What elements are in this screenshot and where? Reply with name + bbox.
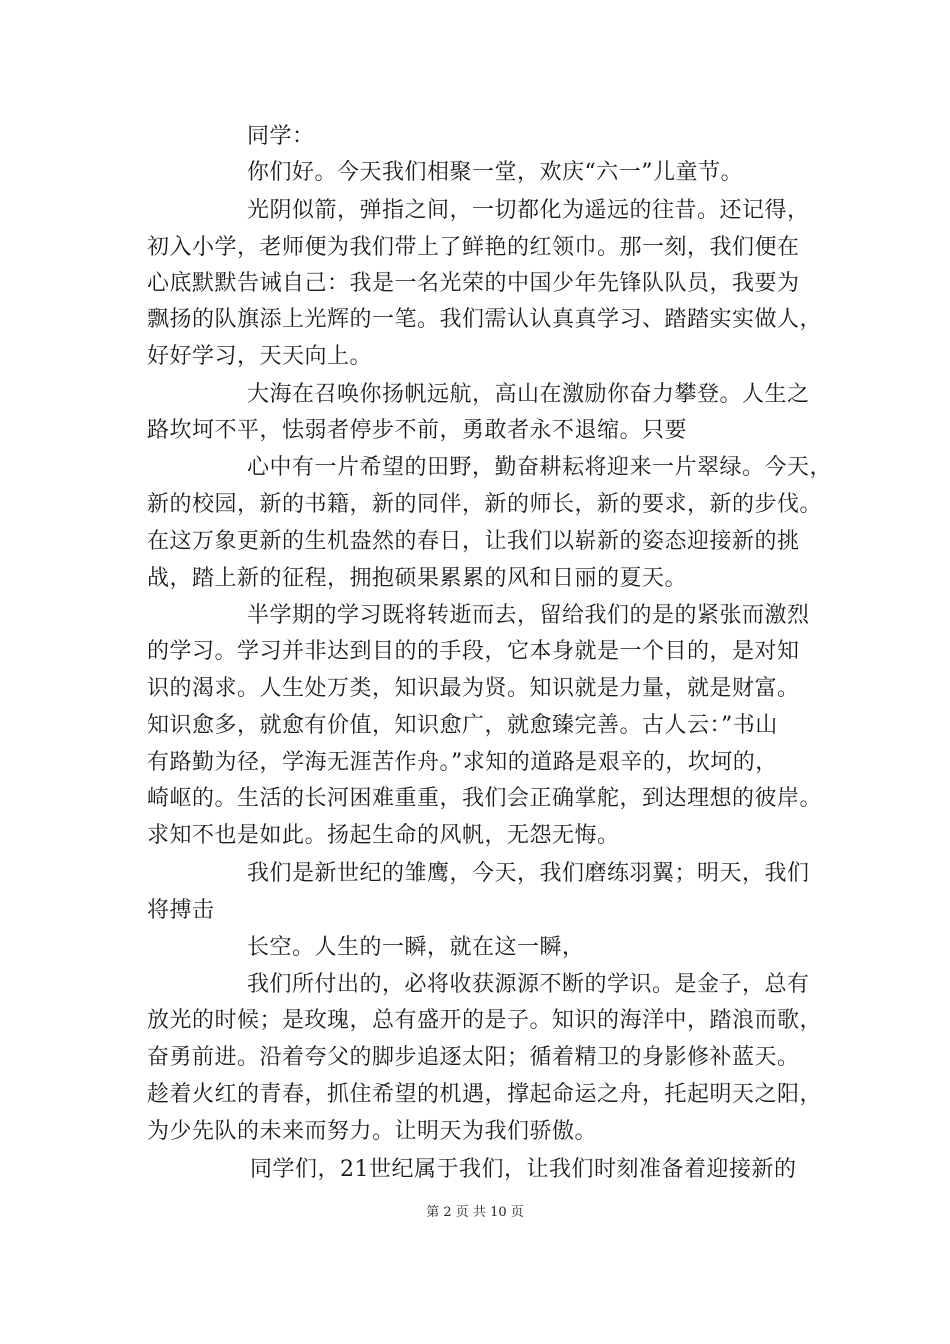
paragraph-line: 同学： xyxy=(247,124,315,149)
paragraph-line: 将搏击 xyxy=(147,898,215,923)
paragraph-line: 半学期的学习既将转逝而去，留给我们的是的紧张而激烈 xyxy=(247,603,810,628)
paragraph-line: 在这万象更新的生机盎然的春日，让我们以崭新的姿态迎接新的挑 xyxy=(147,529,800,554)
paragraph-line: 初入小学，老师便为我们带上了鲜艳的红领巾。那一刻，我们便在 xyxy=(147,235,800,260)
footer-prefix: 第 xyxy=(426,1205,440,1220)
paragraph-line: 好好学习，天天向上。 xyxy=(147,344,373,369)
paragraph-line: 战，踏上新的征程，拥抱硕果累累的风和日丽的夏天。 xyxy=(147,566,688,591)
paragraph-line: 的学习。学习并非达到目的的手段，它本身就是一个目的，是对知 xyxy=(147,639,800,664)
paragraph-line: 光阴似箭，弹指之间，一切都化为遥远的往昔。还记得， xyxy=(247,198,810,223)
paragraph-line: 大海在召唤你扬帆远航，高山在激励你奋力攀登。人生之 xyxy=(247,382,810,407)
total-page-count: 10 xyxy=(490,1205,507,1220)
paragraph-line: 心中有一片希望的田野，勤奋耕耘将迎来一片翠绿。今天， xyxy=(247,455,833,480)
paragraph-line: 长空。人生的一瞬，就在这一瞬， xyxy=(247,935,585,960)
current-page-number: 2 xyxy=(443,1205,452,1220)
paragraph-line: 知识愈多，就愈有价值，知识愈广，就愈臻完善。古人云：”书山 xyxy=(147,713,778,738)
paragraph-line: 趁着火红的青春，抓住希望的机遇，撑起命运之舟，托起明天之阳， xyxy=(147,1082,823,1107)
page-number-footer xyxy=(0,1204,950,1222)
paragraph-line: 同学们，21世纪属于我们，让我们时刻准备着迎接新的 xyxy=(250,1157,797,1182)
paragraph-line: 求知不也是如此。扬起生命的风帆，无怨无悔。 xyxy=(147,823,620,848)
footer-middle: 页 共 xyxy=(455,1205,486,1220)
paragraph-line: 奋勇前进。沿着夸父的脚步追逐太阳；循着精卫的身影修补蓝天。 xyxy=(147,1045,800,1070)
footer-suffix: 页 xyxy=(510,1205,524,1220)
paragraph-line: 我们所付出的，必将收获源源不断的学识。是金子，总有 xyxy=(247,972,810,997)
paragraph-line: 放光的时候；是玫瑰，总有盛开的是子。知识的海洋中，踏浪而歌， xyxy=(147,1008,823,1033)
paragraph-line: 路坎坷不平，怯弱者停步不前，勇敢者永不退缩。只要 xyxy=(147,418,688,443)
paragraph-line: 你们好。今天我们相聚一堂，欢庆“六一”儿童节。 xyxy=(247,160,743,185)
paragraph-line: 识的渴求。人生处万类，知识最为贤。知识就是力量，就是财富。 xyxy=(147,676,800,701)
paragraph-line: 心底默默告诫自己：我是一名光荣的中国少年先锋队队员，我要为 xyxy=(147,271,800,296)
paragraph-line: 飘扬的队旗添上光辉的一笔。我们需认认真真学习、踏踏实实做人， xyxy=(147,307,823,332)
paragraph-line: 有路勤为径，学海无涯苦作舟。”求知的道路是艰辛的，坎坷的， xyxy=(147,750,778,775)
paragraph-line: 新的校园，新的书籍，新的同伴，新的师长，新的要求，新的步伐。 xyxy=(147,492,823,517)
paragraph-line: 我们是新世纪的雏鹰，今天，我们磨练羽翼；明天，我们 xyxy=(247,861,810,886)
paragraph-line: 为少先队的未来而努力。让明天为我们骄傲。 xyxy=(147,1119,598,1144)
paragraph-line: 崎岖的。生活的长河困难重重，我们会正确掌舵，到达理想的彼岸。 xyxy=(147,786,823,811)
